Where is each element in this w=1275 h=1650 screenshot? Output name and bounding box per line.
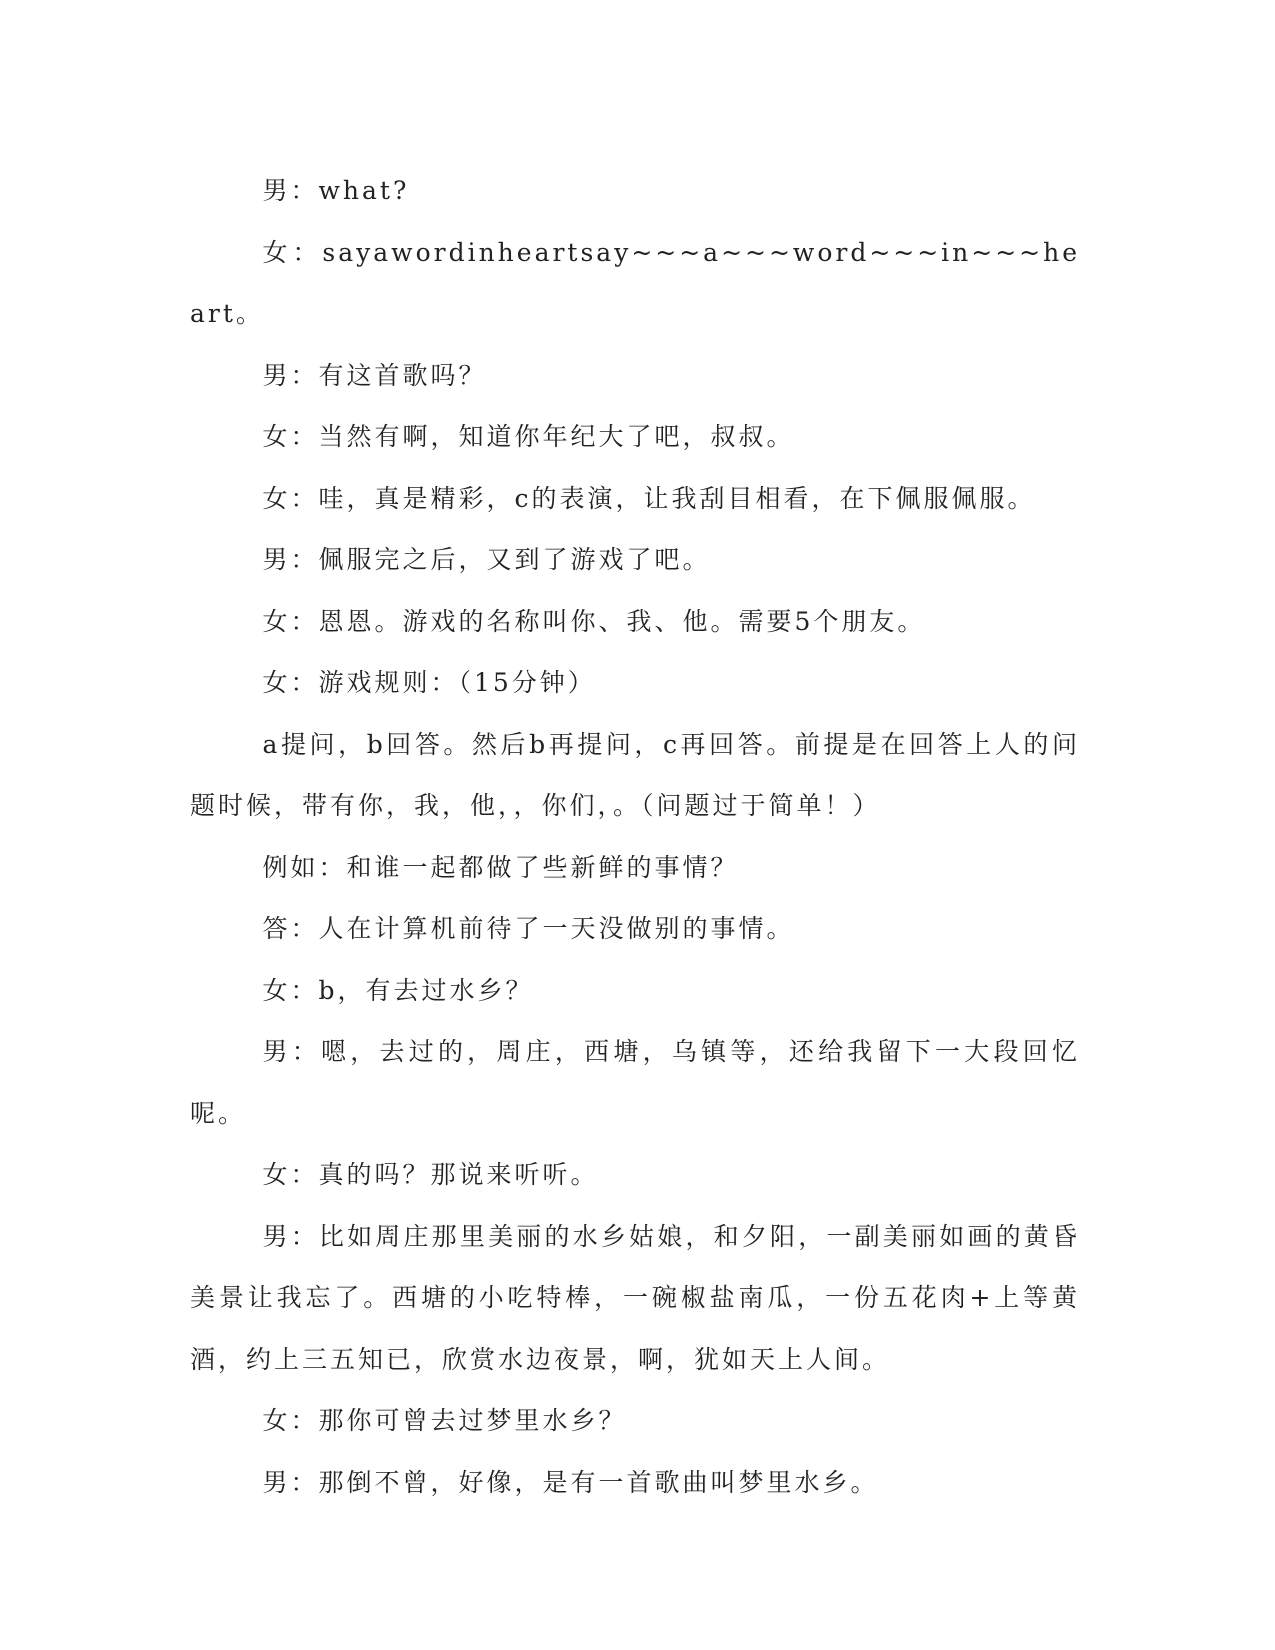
dialogue-line: 女：sayawordinheartsay~~~a~~~word~~~in~~~heart。	[190, 237, 1080, 328]
dialogue-line: 男：比如周庄那里美丽的水乡姑娘，和夕阳，一副美丽如画的黄昏美景让我忘了。西塘的小吃特棒，一碗椒盐南瓜，一份五花肉+上等黄酒，约上三五知已，欣赏水边夜景，啊，犹如天上人间。	[190, 1221, 1080, 1374]
example-answer: 答：人在计算机前待了一天没做别的事情。	[262, 914, 795, 943]
dialogue-line: 男：what?	[262, 176, 410, 205]
dialogue-line: 男：嗯，去过的，周庄，西塘，乌镇等，还给我留下一大段回忆呢。	[190, 1037, 1080, 1128]
dialogue-line: 女：那你可曾去过梦里水乡？	[262, 1406, 627, 1435]
dialogue-line: 男：佩服完之后，又到了游戏了吧。	[262, 545, 711, 574]
dialogue-line: 女：游戏规则：（15分钟）	[262, 668, 596, 697]
game-rules-paragraph: a提问，b回答。然后b再提问，c再回答。前提是在回答上人的问题时候，带有你，我，他，，你们，。（问题过于简单！）	[190, 729, 1080, 820]
dialogue-line: 女：真的吗？那说来听听。	[262, 1160, 599, 1189]
example-question: 例如：和谁一起都做了些新鲜的事情？	[262, 852, 739, 882]
dialogue-line: 女：当然有啊，知道你年纪大了吧，叔叔。	[262, 422, 795, 451]
dialogue-line: 女：恩恩。游戏的名称叫你、我、他。需要5个朋友。	[262, 606, 926, 636]
dialogue-line: 男：有这首歌吗？	[262, 360, 487, 390]
document-body	[190, 160, 1080, 1513]
dialogue-line: 女：哇，真是精彩，c的表演，让我刮目相看，在下佩服佩服。	[262, 483, 1036, 513]
dialogue-line: 男：那倒不曾，好像，是有一首歌曲叫梦里水乡。	[262, 1467, 879, 1497]
dialogue-line: 女：b，有去过水乡？	[262, 975, 534, 1005]
